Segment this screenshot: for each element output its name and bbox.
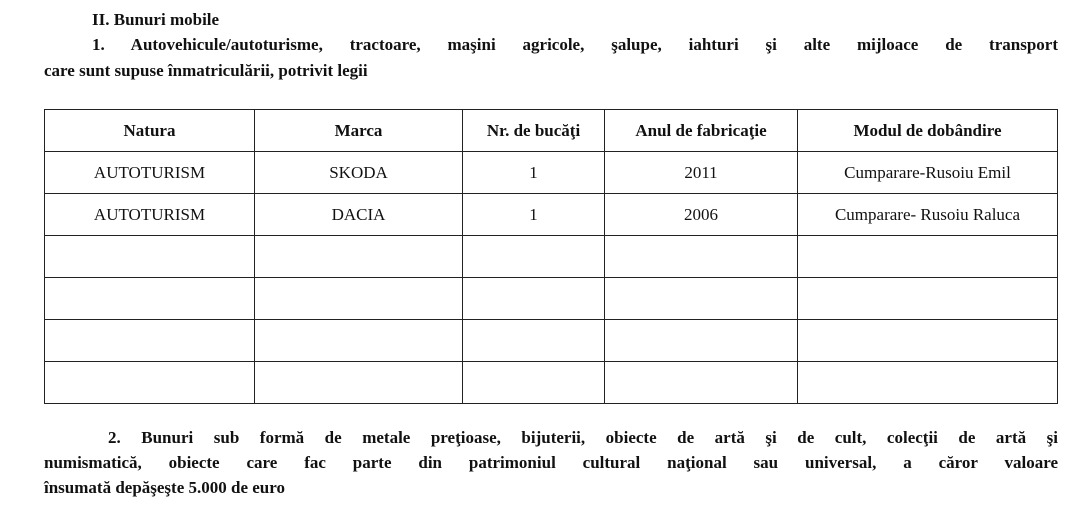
cell-marca: SKODA <box>255 152 463 194</box>
vehicles-table <box>44 109 1058 404</box>
cell-natura <box>45 362 255 404</box>
valuables-heading-line-3: însumată depăşeşte 5.000 de euro <box>44 478 285 497</box>
cell-marca <box>255 362 463 404</box>
section-title: II. Bunuri mobile <box>92 10 220 29</box>
table-row <box>45 278 1058 320</box>
valuables-heading-line-1: 2. Bunuri sub formă de metale preţioase, bijuterii, obiecte de artă şi de cult, colecţii de artă şi <box>108 428 1058 447</box>
cell-marca <box>255 278 463 320</box>
cell-nr-bucati <box>463 236 605 278</box>
cell-nr-bucati: 1 <box>463 152 605 194</box>
vehicles-heading-line-1: 1. Autovehicule/autoturisme, tractoare, maşini agricole, şalupe, iahturi şi alte mijloace de transport <box>92 35 1058 54</box>
cell-nr-bucati <box>463 362 605 404</box>
table-row <box>45 320 1058 362</box>
table-row <box>45 362 1058 404</box>
valuables-heading-line-2: numismatică, obiecte care fac parte din patrimoniul cultural naţional sau universal, a căror valoare <box>44 453 1058 472</box>
cell-nr-bucati: 1 <box>463 194 605 236</box>
table-row <box>45 236 1058 278</box>
table-row <box>45 152 1058 194</box>
cell-anul-fabricatie <box>605 362 798 404</box>
cell-marca: DACIA <box>255 194 463 236</box>
valuables-heading <box>44 425 1058 500</box>
cell-natura <box>45 236 255 278</box>
cell-marca <box>255 236 463 278</box>
cell-modul-dobandire <box>798 362 1058 404</box>
header-marca: Marca <box>255 110 463 152</box>
cell-anul-fabricatie <box>605 278 798 320</box>
cell-anul-fabricatie: 2006 <box>605 194 798 236</box>
table-row <box>45 194 1058 236</box>
cell-natura: AUTOTURISM <box>45 194 255 236</box>
cell-modul-dobandire: Cumparare-Rusoiu Emil <box>798 152 1058 194</box>
cell-nr-bucati <box>463 320 605 362</box>
cell-marca <box>255 320 463 362</box>
vehicles-heading-line-2: care sunt supuse înmatriculării, potrivit legii <box>44 61 368 80</box>
header-natura: Natura <box>45 110 255 152</box>
cell-modul-dobandire <box>798 236 1058 278</box>
cell-anul-fabricatie: 2011 <box>605 152 798 194</box>
cell-nr-bucati <box>463 278 605 320</box>
cell-anul-fabricatie <box>605 320 798 362</box>
vehicles-heading <box>44 32 1058 84</box>
header-modul-dobandire: Modul de dobândire <box>798 110 1058 152</box>
cell-modul-dobandire <box>798 320 1058 362</box>
cell-natura <box>45 320 255 362</box>
cell-natura <box>45 278 255 320</box>
header-nr-bucati: Nr. de bucăţi <box>463 110 605 152</box>
cell-natura: AUTOTURISM <box>45 152 255 194</box>
cell-anul-fabricatie <box>605 236 798 278</box>
cell-modul-dobandire: Cumparare- Rusoiu Raluca <box>798 194 1058 236</box>
header-anul-fabricatie: Anul de fabricaţie <box>605 110 798 152</box>
cell-modul-dobandire <box>798 278 1058 320</box>
table-header-row <box>45 110 1058 152</box>
